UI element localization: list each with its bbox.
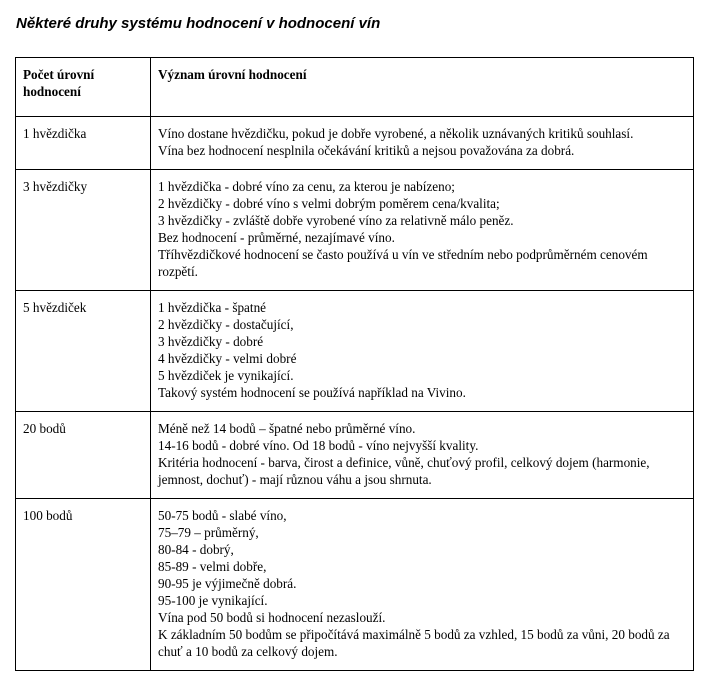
meaning-cell [151, 499, 694, 671]
level-cell: 1 hvězdička [16, 117, 151, 170]
meaning-line: Tříhvězdičkové hodnocení se často používá u vín ve středním nebo podprůměrném cenovém rozpětí. [158, 247, 648, 279]
level-cell: 5 hvězdiček [16, 291, 151, 412]
column-header-meaning: Význam úrovní hodnocení [151, 58, 694, 117]
meaning-line: 90-95 je výjimečně dobrá. [158, 576, 297, 591]
meaning-line: Kritéria hodnocení - barva, čirost a definice, vůně, chuťový profil, celkový dojem (harmonie, jemnost, dochuť) - mají různou váhu a jsou shrnuta. [158, 455, 650, 487]
meaning-line: 3 hvězdičky - zvláště dobře vyrobené víno za relativně málo peněz. [158, 213, 514, 228]
meaning-line: 85-89 - velmi dobře, [158, 559, 267, 574]
level-cell: 100 bodů [16, 499, 151, 671]
meaning-cell [151, 412, 694, 499]
meaning-line: 75–79 – průměrný, [158, 525, 259, 540]
meaning-line: 1 hvězdička - dobré víno za cenu, za kterou je nabízeno; [158, 179, 455, 194]
meaning-line: 1 hvězdička - špatné [158, 300, 267, 315]
table-row [16, 499, 694, 671]
column-header-levels: Počet úrovní hodnocení [16, 58, 151, 117]
meaning-line: 3 hvězdičky - dobré [158, 334, 264, 349]
meaning-line: Vína bez hodnocení nesplnila očekávání kritiků a nejsou považována za dobrá. [158, 143, 575, 158]
meaning-line: 80-84 - dobrý, [158, 542, 234, 557]
meaning-line: Víno dostane hvězdičku, pokud je dobře vyrobené, a několik uznávaných kritiků souhlasí. [158, 126, 634, 141]
meaning-line: 2 hvězdičky - dobré víno s velmi dobrým poměrem cena/kvalita; [158, 196, 500, 211]
table-row [16, 412, 694, 499]
meaning-line: 95-100 je vynikající. [158, 593, 268, 608]
table-header-row [16, 58, 694, 117]
table-row [16, 291, 694, 412]
meaning-line: Bez hodnocení - průměrné, nezajímavé víno. [158, 230, 395, 245]
meaning-line: K základním 50 bodům se připočítává maximálně 5 bodů za vzhled, 15 bodů za vůni, 20 bodů za chuť a 10 bodů za celkový dojem. [158, 627, 670, 659]
meaning-line: 4 hvězdičky - velmi dobré [158, 351, 297, 366]
table-row [16, 170, 694, 291]
level-cell: 20 bodů [16, 412, 151, 499]
meaning-line: 50-75 bodů - slabé víno, [158, 508, 287, 523]
meaning-line: 14-16 bodů - dobré víno. Od 18 bodů - víno nejvyšší kvality. [158, 438, 479, 453]
meaning-line: Takový systém hodnocení se používá například na Vivino. [158, 385, 466, 400]
table-row [16, 117, 694, 170]
meaning-cell [151, 170, 694, 291]
meaning-line: 2 hvězdičky - dostačující, [158, 317, 294, 332]
meaning-cell [151, 117, 694, 170]
meaning-line: Méně než 14 bodů – špatné nebo průměrné víno. [158, 421, 416, 436]
meaning-cell [151, 291, 694, 412]
meaning-line: Vína pod 50 bodů si hodnocení nezaslouží. [158, 610, 386, 625]
page-title: Některé druhy systému hodnocení v hodnocení vín [16, 15, 381, 32]
meaning-line: 5 hvězdiček je vynikající. [158, 368, 294, 383]
rating-systems-table [15, 57, 694, 671]
level-cell: 3 hvězdičky [16, 170, 151, 291]
